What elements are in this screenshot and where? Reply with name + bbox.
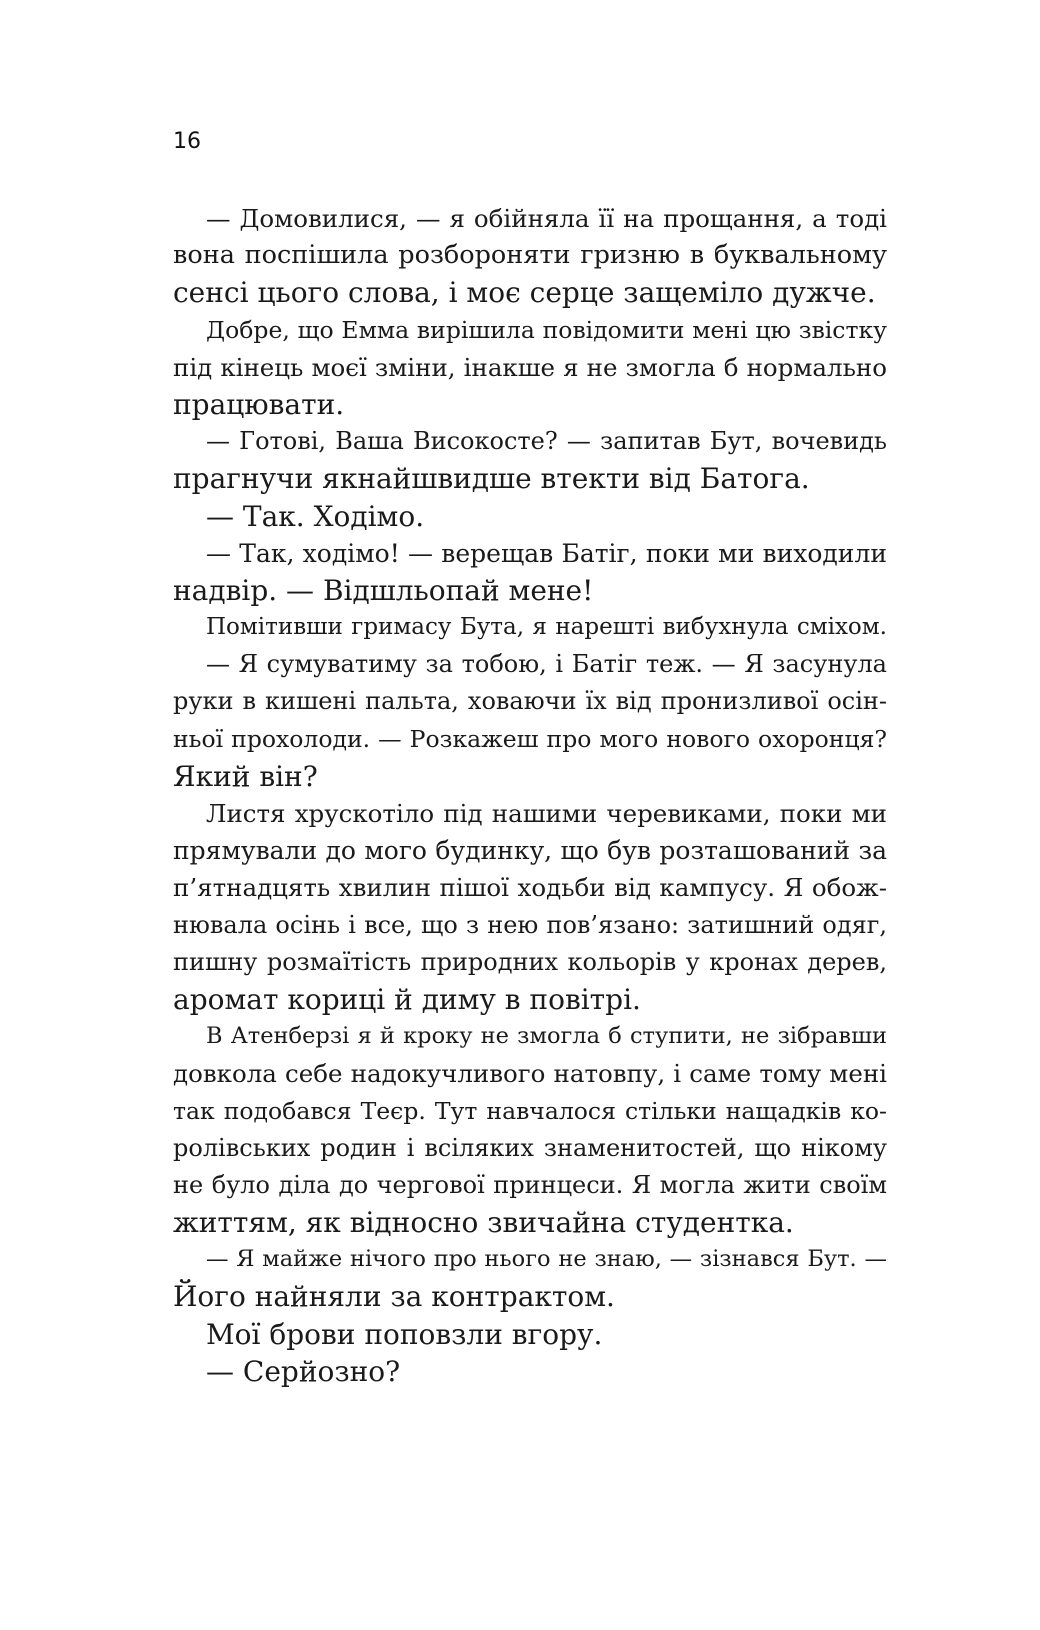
text-line: ролівських родин і всіляких знаменитостей, що нікому [173,1133,887,1162]
text-line: В Атенберзі я й кроку не змогла б ступити, не зібравши [206,1023,887,1050]
text-line: руки в кишені пальта, ховаючи їх від пронизливої осін- [173,687,887,716]
text-line: — Я майже нічого про нього не знаю, — зізнався Бут. — [206,1246,887,1273]
text-line: Який він? [173,759,318,793]
text-line: Мої брови поповзли вгору. [206,1317,603,1351]
text-line: не було діла до чергової принцеси. Я могла жити своїм [173,1170,887,1199]
text-line: — Я сумуватиму за тобою, і Батіг теж. — Я засунула [206,650,887,679]
text-line: сенсі цього слова, і моє серце защеміло дужче. [173,276,876,310]
body-text [173,200,887,1390]
text-line: надвір. — Відшльопай мене! [173,573,594,607]
text-line: — Так, ходімо! — верещав Батіг, поки ми виходили [206,538,887,568]
text-line: Добре, що Емма вирішила повідомити мені цю звістку [206,315,887,344]
text-line: Помітивши гримасу Бута, я нарешті вибухнула сміхом. [206,614,887,641]
text-line: нювала осінь і все, що з нею пов’язано: затишний одяг, [173,910,887,939]
text-line: під кінець моєї зміни, інакше я не змогла б нормально [173,352,887,382]
page-number: 16 [173,129,201,154]
text-line: вона поспішила розбороняти гризню в буквальному [173,240,887,271]
text-line: Його найняли за контрактом. [173,1280,615,1314]
text-line: пишну розмаїтість природних кольорів у кронах дерев, [173,947,887,976]
text-line: так подобався Теєр. Тут навчалося стільки нащадків ко- [173,1096,887,1125]
text-line: працювати. [173,387,345,421]
text-line: прямували до мого будинку, що був розташований за [173,836,887,866]
text-line: довкола себе надокучливого натовпу, і саме тому мені [173,1059,887,1089]
text-line: — Домовилися, — я обійняла її на прощання, а тоді [206,204,887,233]
text-line: аромат кориці й диму в повітрі. [173,982,641,1016]
text-line: ньої прохолоди. — Розкажеш про мого нового охоронця? [173,724,887,753]
text-line: Листя хрускотіло під нашими черевиками, поки ми [206,799,887,828]
text-line: п’ятнадцять хвилин пішої ходьби від кампусу. Я обож- [173,873,887,903]
text-line: прагнучи якнайшвидше втекти від Батога. [173,462,810,496]
text-line: — Готові, Ваша Високосте? — запитав Бут, вочевидь [206,427,887,456]
text-line: — Серйозно? [206,1354,401,1388]
text-line: життям, як відносно звичайна студентка. [173,1206,794,1240]
text-line: — Так. Ходімо. [206,499,425,533]
